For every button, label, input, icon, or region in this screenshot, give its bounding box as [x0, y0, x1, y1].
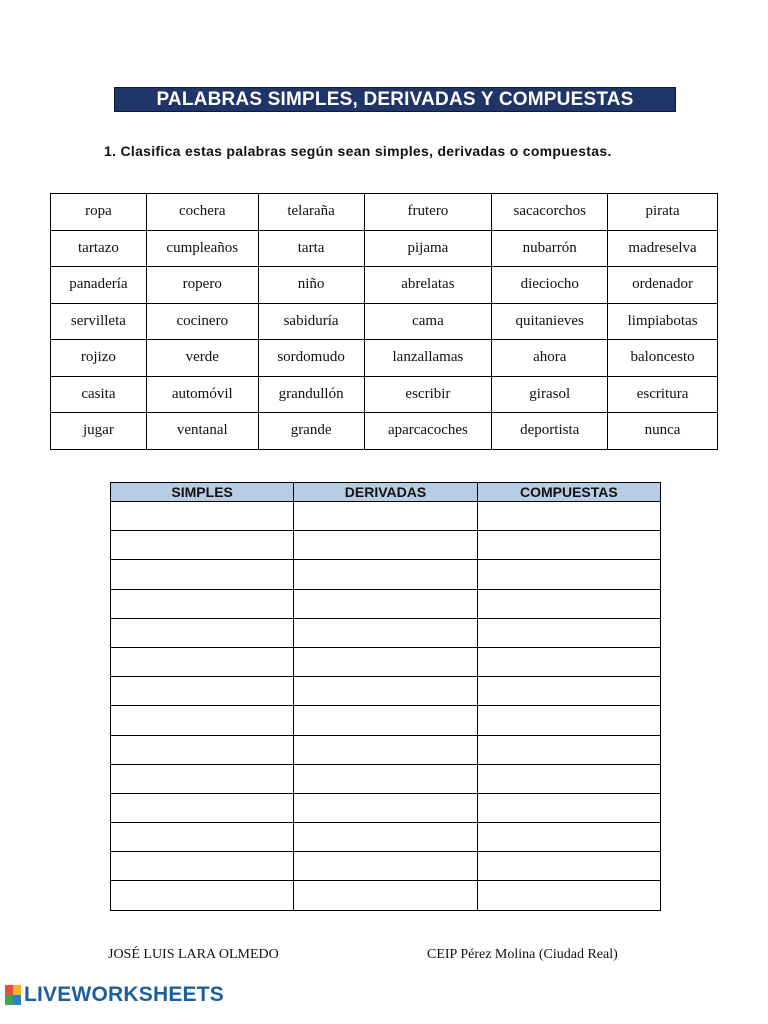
word-cell: aparcacoches	[364, 413, 492, 450]
header-compuestas: COMPUESTAS	[477, 483, 660, 502]
answer-cell-compuestas[interactable]	[477, 735, 660, 764]
word-cell: rojizo	[51, 340, 147, 377]
answer-cell-simples[interactable]	[111, 531, 294, 560]
word-cell: deportista	[492, 413, 608, 450]
word-cell: casita	[51, 376, 147, 413]
word-cell: niño	[258, 267, 364, 304]
word-table	[50, 193, 718, 450]
answer-row	[111, 589, 661, 618]
word-cell: servilleta	[51, 303, 147, 340]
word-cell: grandullón	[258, 376, 364, 413]
word-row	[51, 413, 718, 450]
word-cell: escritura	[608, 376, 718, 413]
word-row	[51, 267, 718, 304]
word-cell: limpiabotas	[608, 303, 718, 340]
answer-cell-simples[interactable]	[111, 706, 294, 735]
answer-cell-simples[interactable]	[111, 823, 294, 852]
word-cell: telaraña	[258, 194, 364, 231]
word-cell: jugar	[51, 413, 147, 450]
answer-cell-derivadas[interactable]	[294, 647, 477, 676]
brand-footer[interactable]	[5, 983, 224, 1007]
answer-cell-simples[interactable]	[111, 881, 294, 910]
answer-cell-derivadas[interactable]	[294, 531, 477, 560]
word-cell: tartazo	[51, 230, 147, 267]
word-cell: nubarrón	[492, 230, 608, 267]
answer-cell-derivadas[interactable]	[294, 764, 477, 793]
answer-cell-derivadas[interactable]	[294, 823, 477, 852]
word-cell: cocinero	[146, 303, 258, 340]
answer-cell-compuestas[interactable]	[477, 531, 660, 560]
answer-row	[111, 823, 661, 852]
answer-cell-simples[interactable]	[111, 647, 294, 676]
answer-cell-simples[interactable]	[111, 618, 294, 647]
word-cell: pirata	[608, 194, 718, 231]
word-cell: ropa	[51, 194, 147, 231]
instruction-text: 1. Clasifica estas palabras según sean simples, derivadas o compuestas.	[104, 143, 612, 159]
word-cell: pijama	[364, 230, 492, 267]
answer-row	[111, 677, 661, 706]
answer-cell-simples[interactable]	[111, 764, 294, 793]
answer-cell-derivadas[interactable]	[294, 852, 477, 881]
answer-cell-compuestas[interactable]	[477, 881, 660, 910]
word-cell: sacacorchos	[492, 194, 608, 231]
page-title: PALABRAS SIMPLES, DERIVADAS Y COMPUESTAS	[114, 87, 676, 112]
answer-cell-compuestas[interactable]	[477, 706, 660, 735]
word-cell: nunca	[608, 413, 718, 450]
answer-cell-compuestas[interactable]	[477, 647, 660, 676]
answer-cell-derivadas[interactable]	[294, 677, 477, 706]
answer-cell-derivadas[interactable]	[294, 618, 477, 647]
word-cell: madreselva	[608, 230, 718, 267]
answer-cell-compuestas[interactable]	[477, 560, 660, 589]
word-row	[51, 340, 718, 377]
answer-cell-derivadas[interactable]	[294, 589, 477, 618]
answer-cell-derivadas[interactable]	[294, 881, 477, 910]
word-cell: lanzallamas	[364, 340, 492, 377]
header-simples: SIMPLES	[111, 483, 294, 502]
word-cell: escribir	[364, 376, 492, 413]
word-row	[51, 376, 718, 413]
answer-table	[110, 482, 661, 911]
answer-row	[111, 560, 661, 589]
word-cell: ordenador	[608, 267, 718, 304]
word-cell: tarta	[258, 230, 364, 267]
word-cell: quitanieves	[492, 303, 608, 340]
answer-cell-derivadas[interactable]	[294, 793, 477, 822]
answer-cell-compuestas[interactable]	[477, 618, 660, 647]
brand-name: LIVEWORKSHEETS	[24, 983, 224, 1006]
word-cell: cochera	[146, 194, 258, 231]
answer-cell-compuestas[interactable]	[477, 677, 660, 706]
word-cell: ropero	[146, 267, 258, 304]
word-cell: sabiduría	[258, 303, 364, 340]
answer-row	[111, 502, 661, 531]
word-cell: ventanal	[146, 413, 258, 450]
answer-cell-simples[interactable]	[111, 560, 294, 589]
word-row	[51, 230, 718, 267]
answer-cell-compuestas[interactable]	[477, 852, 660, 881]
word-cell: ahora	[492, 340, 608, 377]
answer-row	[111, 793, 661, 822]
answer-cell-simples[interactable]	[111, 793, 294, 822]
answer-cell-simples[interactable]	[111, 852, 294, 881]
answer-row	[111, 647, 661, 676]
answer-cell-derivadas[interactable]	[294, 735, 477, 764]
answer-cell-derivadas[interactable]	[294, 560, 477, 589]
word-cell: baloncesto	[608, 340, 718, 377]
answer-cell-simples[interactable]	[111, 677, 294, 706]
word-row	[51, 303, 718, 340]
answer-row	[111, 618, 661, 647]
word-cell: cama	[364, 303, 492, 340]
word-cell: cumpleaños	[146, 230, 258, 267]
answer-row	[111, 881, 661, 910]
answer-header-row	[111, 483, 661, 502]
word-cell: abrelatas	[364, 267, 492, 304]
answer-cell-simples[interactable]	[111, 735, 294, 764]
answer-cell-derivadas[interactable]	[294, 706, 477, 735]
answer-cell-compuestas[interactable]	[477, 793, 660, 822]
header-derivadas: DERIVADAS	[294, 483, 477, 502]
answer-cell-compuestas[interactable]	[477, 589, 660, 618]
word-cell: verde	[146, 340, 258, 377]
answer-row	[111, 852, 661, 881]
school-name: CEIP Pérez Molina (Ciudad Real)	[427, 947, 618, 962]
answer-row	[111, 531, 661, 560]
answer-cell-simples[interactable]	[111, 502, 294, 531]
answer-cell-compuestas[interactable]	[477, 823, 660, 852]
author-name: JOSÉ LUIS LARA OLMEDO	[108, 947, 279, 962]
word-cell: automóvil	[146, 376, 258, 413]
word-row	[51, 194, 718, 231]
word-cell: frutero	[364, 194, 492, 231]
answer-cell-simples[interactable]	[111, 589, 294, 618]
word-cell: sordomudo	[258, 340, 364, 377]
answer-cell-compuestas[interactable]	[477, 502, 660, 531]
word-cell: grande	[258, 413, 364, 450]
word-cell: girasol	[492, 376, 608, 413]
answer-cell-compuestas[interactable]	[477, 764, 660, 793]
liveworksheets-logo-icon	[5, 985, 21, 1005]
word-cell: dieciocho	[492, 267, 608, 304]
answer-row	[111, 706, 661, 735]
answer-row	[111, 735, 661, 764]
word-cell: panadería	[51, 267, 147, 304]
answer-row	[111, 764, 661, 793]
answer-cell-derivadas[interactable]	[294, 502, 477, 531]
